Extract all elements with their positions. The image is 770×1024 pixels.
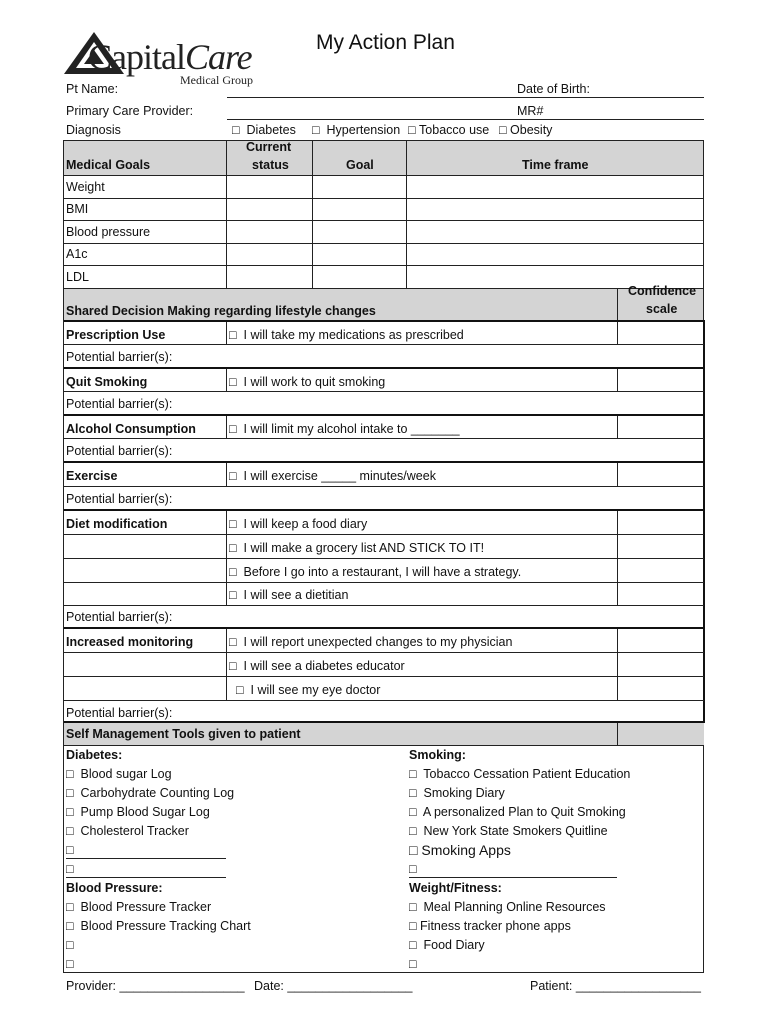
footer-provider[interactable]: Provider: __________________ <box>66 979 245 993</box>
goals-header-timeframe: Time frame <box>522 158 589 172</box>
logo-subtitle: Medical Group <box>180 73 253 87</box>
tool-meal-planning[interactable]: □ Meal Planning Online Resources <box>409 900 606 914</box>
goal-row-ldl: LDL <box>66 270 89 284</box>
tool-fitness-tracker[interactable]: □ Fitness tracker phone apps <box>409 919 571 933</box>
diagnosis-option-tobacco[interactable]: □ Tobacco use <box>408 123 490 137</box>
tool-quitline[interactable]: □ New York State Smokers Quitline <box>409 824 608 838</box>
goal-row-bmi: BMI <box>66 202 89 216</box>
tools-header: Self Management Tools given to patient <box>66 727 301 741</box>
section-title-alcohol: Alcohol Consumption <box>66 422 196 436</box>
tool-diabetes-blank-1[interactable]: □ <box>66 843 74 857</box>
goal-row-weight: Weight <box>66 180 105 194</box>
option-eye-doctor[interactable]: □ I will see my eye doctor <box>236 683 381 697</box>
goal-row-a1c: A1c <box>66 247 88 261</box>
option-quit-smoking[interactable]: □ I will work to quit smoking <box>229 375 386 389</box>
tool-weight-blank[interactable]: □ <box>409 957 417 971</box>
tool-smoking-diary[interactable]: □ Smoking Diary <box>409 786 505 800</box>
confidence-header-2: scale <box>646 302 678 316</box>
tool-quit-plan[interactable]: □ A personalized Plan to Quit Smoking <box>409 805 626 819</box>
sdm-header: Shared Decision Making regarding lifestyle changes <box>66 304 376 318</box>
tool-tobacco-education[interactable]: □ Tobacco Cessation Patient Education <box>409 767 631 781</box>
logo-wordmark: CapitalCare <box>88 37 252 77</box>
option-report-changes[interactable]: □ I will report unexpected changes to my physician <box>229 635 513 649</box>
option-see-dietitian[interactable]: □ I will see a dietitian <box>229 588 349 602</box>
barrier-monitoring: Potential barrier(s): <box>66 706 173 720</box>
tool-bp-blank-2[interactable]: □ <box>66 957 74 971</box>
confidence-header-1: Confidence <box>628 284 697 298</box>
section-title-quit-smoking: Quit Smoking <box>66 375 148 389</box>
pt-name-label: Pt Name: <box>66 82 119 96</box>
barrier-diet: Potential barrier(s): <box>66 610 173 624</box>
goals-header-current: Current <box>246 140 292 154</box>
tools-bp-title: Blood Pressure: <box>66 881 163 895</box>
tool-food-diary[interactable]: □ Food Diary <box>409 938 485 952</box>
tool-blood-sugar-log[interactable]: □ Blood sugar Log <box>66 767 172 781</box>
goal-row-blood-pressure: Blood pressure <box>66 225 151 239</box>
option-restaurant-strategy[interactable]: □ Before I go into a restaurant, I will have a strategy. <box>229 565 522 579</box>
dob-label: Date of Birth: <box>517 82 590 96</box>
diagnosis-option-diabetes[interactable]: □ Diabetes <box>232 123 296 137</box>
section-title-diet: Diet modification <box>66 517 168 531</box>
footer-date[interactable]: Date: __________________ <box>254 979 413 993</box>
option-exercise[interactable]: □ I will exercise _____ minutes/week <box>229 469 436 483</box>
tools-diabetes-title: Diabetes: <box>66 748 123 762</box>
barrier-quit-smoking: Potential barrier(s): <box>66 397 173 411</box>
section-title-exercise: Exercise <box>66 469 118 483</box>
section-title-prescription: Prescription Use <box>66 328 166 342</box>
tools-weight-title: Weight/Fitness: <box>409 881 502 895</box>
footer-patient[interactable]: Patient: __________________ <box>530 979 701 993</box>
tool-bp-tracker[interactable]: □ Blood Pressure Tracker <box>66 900 212 914</box>
tool-carb-counting-log[interactable]: □ Carbohydrate Counting Log <box>66 786 235 800</box>
pcp-label: Primary Care Provider: <box>66 104 194 118</box>
tool-diabetes-blank-2[interactable]: □ <box>66 862 74 876</box>
option-diabetes-educator[interactable]: □ I will see a diabetes educator <box>229 659 405 673</box>
mr-label: MR# <box>517 104 544 118</box>
tools-smoking-title: Smoking: <box>409 748 466 762</box>
diagnosis-option-obesity[interactable]: □ Obesity <box>499 123 553 137</box>
tool-pump-blood-sugar-log[interactable]: □ Pump Blood Sugar Log <box>66 805 210 819</box>
goals-header-goal: Goal <box>346 158 374 172</box>
page-title: My Action Plan <box>316 31 455 54</box>
pcp-field[interactable] <box>227 119 704 120</box>
goals-header-status: status <box>252 158 289 172</box>
tool-smoking-apps[interactable]: □ Smoking Apps <box>409 842 511 858</box>
barrier-prescription: Potential barrier(s): <box>66 350 173 364</box>
option-food-diary[interactable]: □ I will keep a food diary <box>229 517 368 531</box>
barrier-alcohol: Potential barrier(s): <box>66 444 173 458</box>
section-title-monitoring: Increased monitoring <box>66 635 194 649</box>
pt-name-field[interactable] <box>227 97 704 98</box>
tool-bp-blank-1[interactable]: □ <box>66 938 74 952</box>
diagnosis-label: Diagnosis <box>66 123 121 137</box>
tool-bp-chart[interactable]: □ Blood Pressure Tracking Chart <box>66 919 251 933</box>
option-limit-alcohol[interactable]: □ I will limit my alcohol intake to _______ <box>229 422 460 436</box>
diagnosis-option-hypertension[interactable]: □ Hypertension <box>312 123 401 137</box>
tool-cholesterol-tracker[interactable]: □ Cholesterol Tracker <box>66 824 189 838</box>
option-take-medications[interactable]: □ I will take my medications as prescribed <box>229 328 464 342</box>
barrier-exercise: Potential barrier(s): <box>66 492 173 506</box>
option-grocery-list[interactable]: □ I will make a grocery list AND STICK TO IT! <box>229 541 485 555</box>
tool-smoking-blank[interactable]: □ <box>409 862 417 876</box>
goals-header-medical: Medical Goals <box>66 158 151 172</box>
